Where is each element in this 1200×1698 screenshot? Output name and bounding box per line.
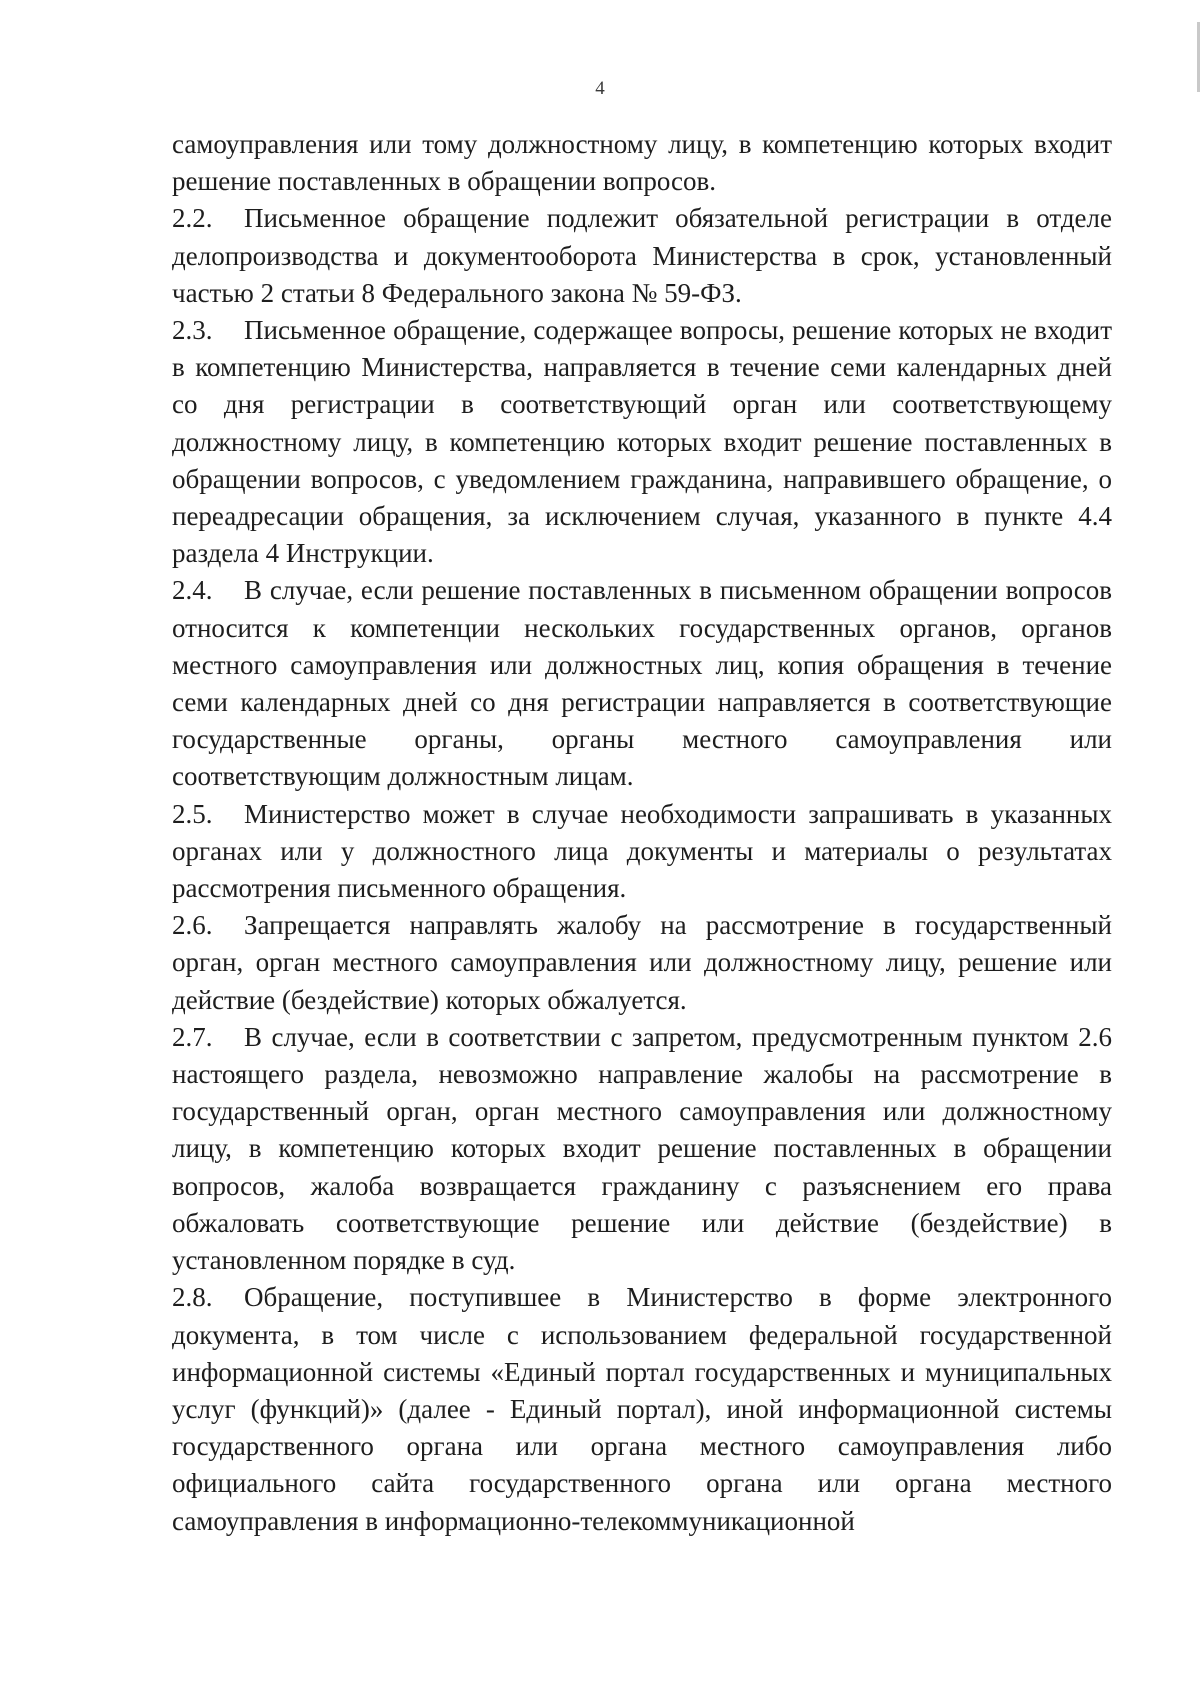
paragraph-text: В случае, если решение поставленных в письменном обращении вопросов относится к компетенции нескольких государственных органов, органов местного самоуправления или должностных лиц, копия обращения в течение семи календарных дней со дня регистрации направляется в соответствующие государственные органы, органы местного самоуправления или соответствующим должностным лицам. (172, 575, 1112, 792)
paragraph-2-6 (172, 907, 1112, 1019)
paragraph-2-2 (172, 200, 1112, 312)
paragraph-2-3 (172, 312, 1112, 572)
paragraph-text: Запрещается направлять жалобу на рассмотрение в государственный орган, орган местного самоуправления или должностному лицу, решение или действие (бездействие) которых обжалуется. (172, 910, 1112, 1015)
paragraph-number: 2.7. (172, 1021, 213, 1052)
paragraph-number: 2.3. (172, 315, 213, 346)
paragraph-text: Министерство может в случае необходимости запрашивать в указанных органах или у должностного лица документы и материалы о результатах рассмотрения письменного обращения. (172, 798, 1112, 904)
page-number: 4 (595, 78, 605, 99)
paragraph-number: 2.4. (172, 575, 213, 606)
paragraph-2-4 (172, 572, 1112, 795)
paragraph-number: 2.2. (172, 203, 213, 234)
paragraph-2-5 (172, 796, 1112, 908)
document-body (172, 126, 1112, 1540)
paragraph-2-7 (172, 1019, 1112, 1279)
paragraph-text: В случае, если в соответствии с запретом, предусмотренным пунктом 2.6 настоящего раздела, невозможно направление жалобы на рассмотрение в государственный орган, орган местного самоуправления или должностному лицу, в компетенцию которых входит решение поставленных в обращении вопросов, жалоба возвращается гражданину с разъяснением его права обжаловать соответствующие решение или действие (бездействие) в установленном порядке в суд. (172, 1021, 1112, 1276)
paragraph-text: самоуправления или тому должностному лицу, в компетенцию которых входит решение поставленных в обращении вопросов. (172, 129, 1112, 197)
paragraph-text: Обращение, поступившее в Министерство в форме электронного документа, в том числе с использованием федеральной государственной информационной системы «Единый портал государственных и муниципальных услуг (функций)» (далее - Единый портал), иной информационной системы государственного органа или органа местного самоуправления либо официального сайта государственного органа или органа местного самоуправления в информационно-телекоммуникационной (172, 1282, 1112, 1536)
paragraph-2-8 (172, 1279, 1112, 1539)
paragraph-text: Письменное обращение, содержащее вопросы, решение которых не входит в компетенцию Министерства, направляется в течение семи календарных дней со дня регистрации в соответствующий орган или соответствующему должностному лицу, в компетенцию которых входит решение поставленных в обращении вопросов, с уведомлением гражданина, направившего обращение, о переадресации обращения, за исключением случая, указанного в пункте 4.4 раздела 4 Инструкции. (172, 315, 1112, 569)
paragraph-number: 2.6. (172, 910, 213, 941)
paragraph-number: 2.5. (172, 798, 213, 829)
paragraph-continuation (172, 126, 1112, 200)
paragraph-number: 2.8. (172, 1282, 213, 1313)
paragraph-text: Письменное обращение подлежит обязательной регистрации в отделе делопроизводства и документооборота Министерства в срок, установленный частью 2 статьи 8 Федерального закона № 59-ФЗ. (172, 203, 1112, 308)
